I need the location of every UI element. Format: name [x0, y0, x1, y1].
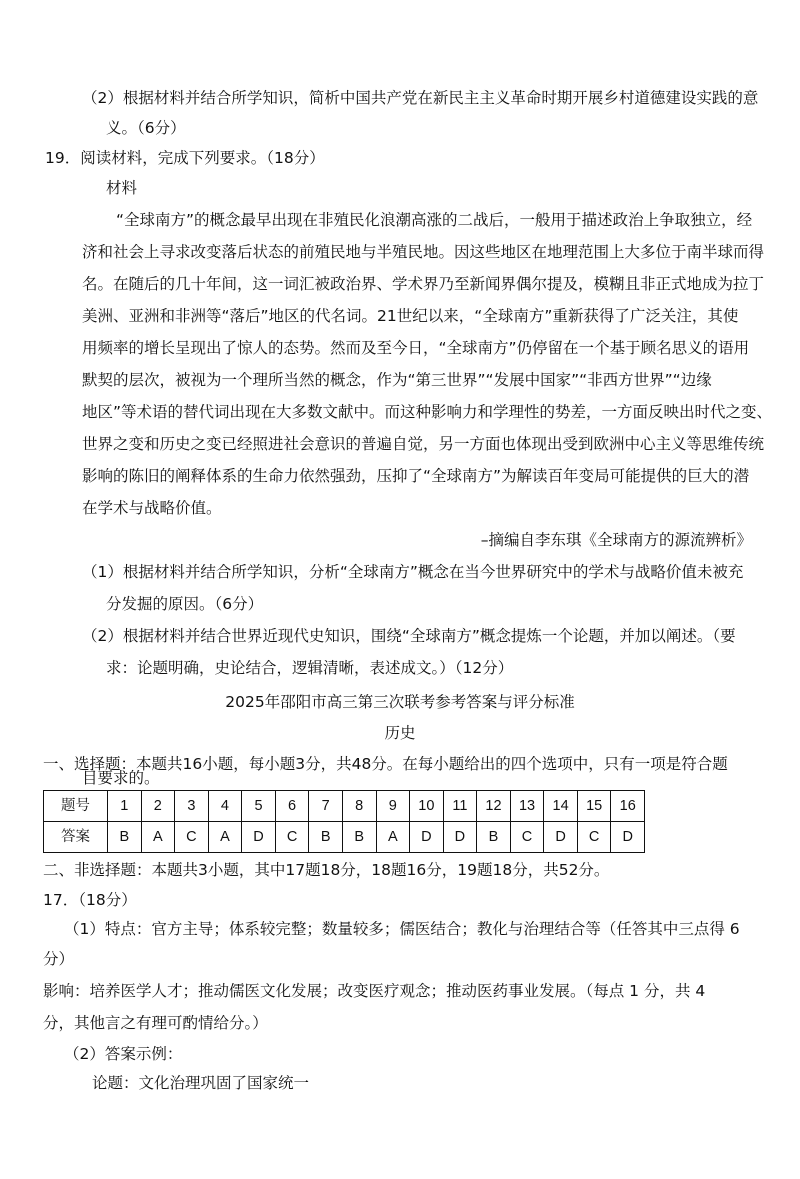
number-cell: 8	[342, 791, 376, 822]
answer-cell: C	[175, 822, 209, 853]
table-header-cell: 题号	[44, 791, 108, 822]
answer-cell: C	[510, 822, 544, 853]
material-line: 名。在随后的几十年间，这一词汇被政治界、学术界乃至新闻界偶尔提及，模糊且非正式地成为拉丁	[82, 275, 765, 293]
q19-part2-line1: （2）根据材料并结合世界近现代史知识，围绕“全球南方”概念提炼一个论题，并加以阐述。（要	[82, 627, 736, 645]
answer-key-title: 2025年邵阳市高三第三次联考参考答案与评分标准	[225, 693, 575, 711]
q17-thesis: 论题：文化治理巩固了国家统一	[92, 1074, 310, 1092]
number-cell: 1	[108, 791, 142, 822]
answer-cell: C	[275, 822, 309, 853]
q19-stem: 19．阅读材料，完成下列要求。（18分）	[45, 149, 325, 167]
answer-cell: B	[309, 822, 343, 853]
answer-cell: A	[376, 822, 410, 853]
material-line: 用频率的增长呈现出了惊人的态势。然而及至今日，“全球南方”仍停留在一个基于顾名思义的语用	[82, 339, 750, 357]
q18-part2-line1: （2）根据材料并结合所学知识，简析中国共产党在新民主主义革命时期开展乡村道德建设实践的意	[82, 89, 759, 107]
answer-cell: A	[141, 822, 175, 853]
number-cell: 6	[275, 791, 309, 822]
material-source: –摘编自李东琪《全球南方的源流辨析》	[480, 531, 752, 549]
answer-cell: B	[108, 822, 142, 853]
section1-line1: 一、选择题：本题共16小题，每小题3分，共48分。在每小题给出的四个选项中，只有一项是符合题	[43, 755, 728, 773]
table-row-answers	[44, 822, 645, 853]
q19-part1-line1: （1）根据材料并结合所学知识，分析“全球南方”概念在当今世界研究中的学术与战略价值未被充	[82, 563, 744, 581]
answer-cell: D	[410, 822, 444, 853]
answer-cell: B	[342, 822, 376, 853]
number-cell: 13	[510, 791, 544, 822]
answer-cell: B	[477, 822, 511, 853]
answer-cell: D	[611, 822, 645, 853]
number-cell: 3	[175, 791, 209, 822]
q17-heading: 17．（18分）	[43, 891, 137, 909]
number-cell: 12	[477, 791, 511, 822]
number-cell: 14	[544, 791, 578, 822]
material-line: 世界之变和历史之变已经照进社会意识的普遍自觉，另一方面也体现出受到欧洲中心主义等思维传统	[82, 435, 765, 453]
material-line: 默契的层次，被视为一个理所当然的概念，作为“第三世界”“发展中国家”“非西方世界”“边缘	[82, 371, 712, 389]
subject-title: 历史	[384, 724, 416, 742]
material-line: 影响的陈旧的阐释体系的生命力依然强劲，压抑了“全球南方”为解读百年变局可能提供的巨大的潜	[82, 467, 750, 485]
table-row-numbers	[44, 791, 645, 822]
material-line: 济和社会上寻求改变落后状态的前殖民地与半殖民地。因这些地区在地理范围上大多位于南半球而得	[82, 243, 765, 261]
q19-part2-line2: 求：论题明确，史论结合，逻辑清晰，表述成文。）（12分）	[106, 659, 514, 677]
q17-part1-line1: （1）特点：官方主导；体系较完整；数量较多；儒医结合；教化与治理结合等（任答其中三点得 6	[64, 920, 740, 938]
material-line: 地区”等术语的替代词出现在大多数文献中。而这种影响力和学理性的势差，一方面反映出时代之变、	[82, 403, 773, 421]
answer-cell: D	[544, 822, 578, 853]
number-cell: 16	[611, 791, 645, 822]
answer-cell: C	[577, 822, 611, 853]
q17-impact-line2: 分，其他言之有理可酌情给分。）	[43, 1014, 268, 1032]
number-cell: 9	[376, 791, 410, 822]
answer-table	[43, 790, 645, 853]
material-line: 在学术与战略价值。	[82, 499, 222, 517]
q18-part2-line2: 义。（6分）	[106, 119, 186, 137]
number-cell: 4	[208, 791, 242, 822]
number-cell: 10	[410, 791, 444, 822]
answer-cell: D	[443, 822, 477, 853]
number-cell: 11	[443, 791, 477, 822]
q19-part1-line2: 分发掘的原因。（6分）	[106, 595, 264, 613]
q17-part2-heading: （2）答案示例：	[64, 1045, 183, 1063]
answer-cell: A	[208, 822, 242, 853]
material-label: 材料	[106, 179, 138, 197]
q17-impact-line1: 影响：培养医学人才；推动儒医文化发展；改变医疗观念；推动医药事业发展。（每点 1 分，共 4	[43, 982, 706, 1000]
table-header-cell: 答案	[44, 822, 108, 853]
material-line: “全球南方”的概念最早出现在非殖民化浪潮高涨的二战后，一般用于描述政治上争取独立，经	[116, 211, 753, 229]
number-cell: 15	[577, 791, 611, 822]
section1-line2: 目要求的。	[82, 769, 160, 787]
answer-cell: D	[242, 822, 276, 853]
material-line: 美洲、亚洲和非洲等“落后”地区的代名词。21世纪以来，“全球南方”重新获得了广泛关注，其使	[82, 307, 739, 325]
number-cell: 2	[141, 791, 175, 822]
number-cell: 7	[309, 791, 343, 822]
q17-part1-line2: 分）	[43, 950, 75, 968]
section2-heading: 二、非选择题：本题共3小题，其中17题18分，18题16分，19题18分，共52分。	[43, 861, 610, 879]
number-cell: 5	[242, 791, 276, 822]
